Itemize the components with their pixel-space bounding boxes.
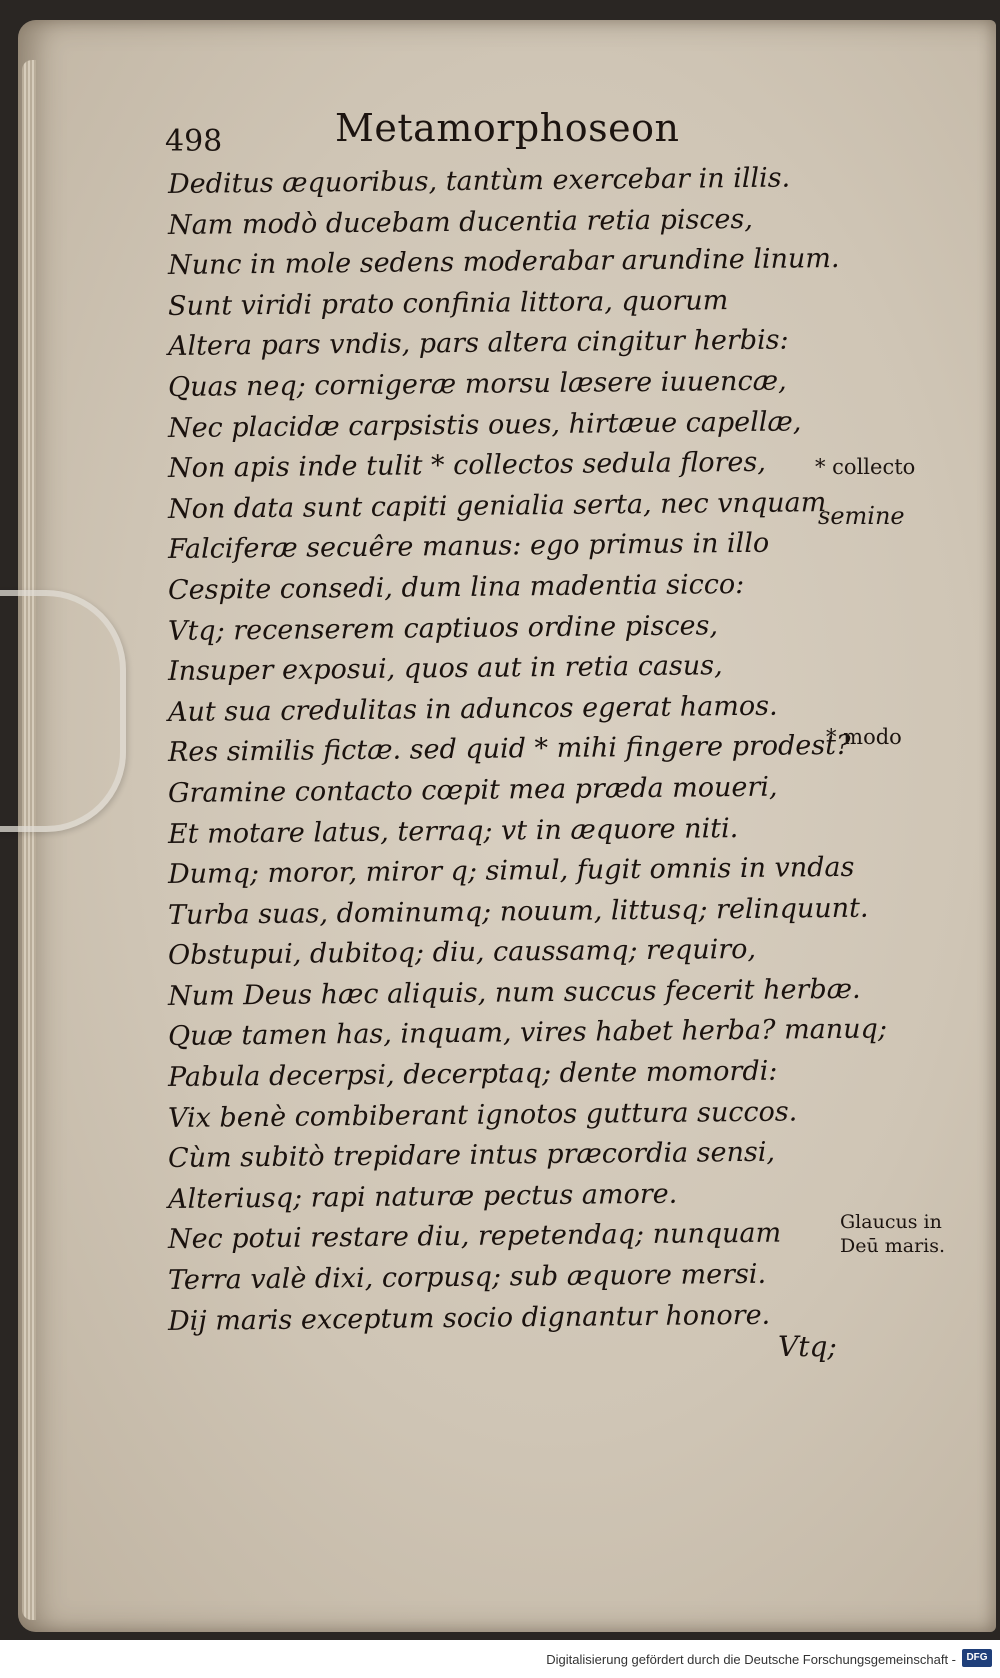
verse-line: Gramine contacto cœpit mea præda moueri, [167,771,778,809]
verse-line: Nec placidæ carpsistis oues, hirtæue capellæ, [167,405,802,444]
verse-line: Falciferæ secuêre manus: ego primus in illo [167,528,770,566]
running-title: Metamorphoseon [335,106,680,150]
margin-note-glaucus-line: Glaucus in [840,1211,942,1233]
verse-line: Sunt viridi prato confinia littora, quorum [167,284,729,322]
verse-line: Res similis fictæ. sed quid * mihi fingere prodest? [167,730,851,769]
verse-line: Nunc in mole sedens moderabar arundine linum. [167,243,840,282]
verse-line: Aut sua credulitas in aduncos egerat hamos. [167,690,778,728]
verse-line: Terra valè dixi, corpusq; sub æquore mersi. [167,1258,767,1297]
verse-line: Altera pars vndis, pars altera cingitur herbis: [167,324,789,363]
verse-line: Vtq; recenserem captiuos ordine pisces, [167,609,719,647]
digitization-footer [0,1640,1000,1678]
verse-line: Quæ tamen has, inquam, vires habet herba? manuq; [167,1013,888,1053]
margin-note-collecto: * collecto [815,455,916,479]
verse-line: Obstupui, dubitoq; diu, caussamq; requiro, [167,934,757,972]
verse-line: Non data sunt capiti genialia serta, nec vnquam [167,486,827,525]
paper-clip-icon [0,590,126,832]
dfg-logo-icon: DFG [962,1649,992,1667]
verse-line: Nam modò ducebam ducentia retia pisces, [167,203,754,241]
verse-line: Num Deus hæc aliquis, num succus fecerit herbæ. [167,973,861,1012]
verse-line: Alteriusq; rapi naturæ pectus amore. [167,1178,678,1215]
page-number: 498 [165,124,223,159]
verse-line: Dij maris exceptum socio dignantur honore. [167,1299,771,1337]
footer-credit: Digitalisierung gefördert durch die Deutsche Forschungsgemeinschaft - [546,1652,956,1667]
verse-line: Turba suas, dominumq; nouum, littusq; relinquunt. [167,892,869,931]
verse-line: Pabula decerpsi, decerptaq; dente momordi: [167,1055,778,1094]
margin-note-semine: semine [818,502,905,530]
verse-line: Non apis inde tulit * collectos sedula flores, [167,446,767,485]
verse-line: Dumq; moror, miror q; simul, fugit omnis in vndas [167,851,855,891]
margin-note-glaucus-line: Deū maris. [840,1235,946,1257]
verse-line: Et motare latus, terraq; vt in æquore niti. [167,812,739,850]
page-edges [22,60,36,1620]
verse-line: Deditus æquoribus, tantùm exercebar in illis. [167,162,791,200]
verse-line: Vix benè combiberant ignotos guttura succos. [167,1096,798,1134]
page-header [165,106,725,159]
margin-note-glaucus [840,1210,945,1258]
verse-line: Nec potui restare diu, repetendaq; nunquam [167,1218,782,1256]
verse-line: Cùm subitò trepidare intus præcordia sensi, [167,1136,776,1175]
catchword: Vtq; [778,1330,837,1363]
verse-line: Quas neq; cornigeræ morsu læsere iuuencæ, [167,365,787,403]
verse-line: Cespite consedi, dum lina madentia sicco: [167,568,745,606]
margin-note-modo: * modo [826,725,902,749]
verse-line: Insuper exposui, quos aut in retia casus, [167,650,723,688]
